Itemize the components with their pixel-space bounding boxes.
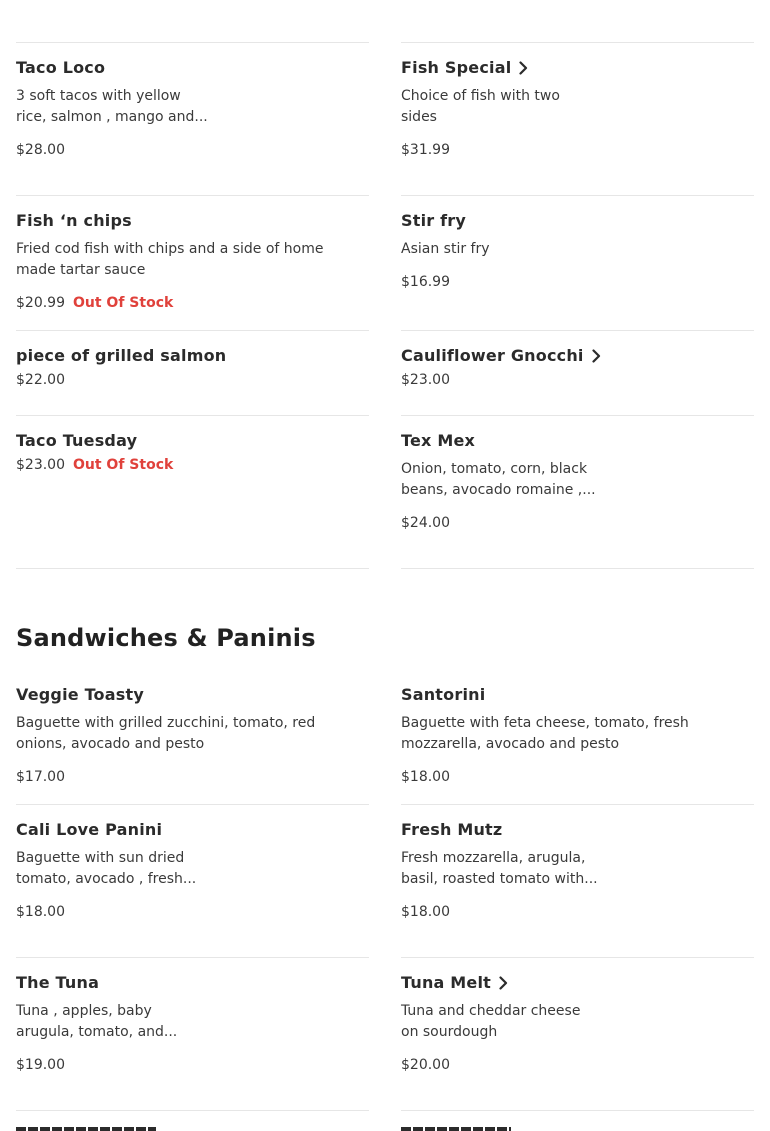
divider — [401, 330, 754, 331]
chevron-right-icon — [499, 976, 508, 990]
item-description: Asian stir fry — [401, 241, 490, 257]
item-price: $19.00 — [16, 1057, 65, 1073]
item-price: $18.00 — [401, 904, 450, 920]
clipped-title — [16, 1127, 156, 1131]
chevron-right-icon — [592, 349, 601, 363]
divider — [16, 804, 369, 805]
item-title: Fresh Mutz — [401, 820, 503, 839]
menu-item-the-tuna[interactable] — [16, 973, 369, 1073]
item-description: Tuna and cheddar cheese on sourdough — [401, 1003, 581, 1040]
divider — [16, 195, 369, 196]
item-title: Cali Love Panini — [16, 820, 163, 839]
item-description: Baguette with grilled zucchini, tomato, red onions, avocado and pesto — [16, 715, 316, 752]
item-price: $18.00 — [401, 769, 450, 785]
divider — [401, 957, 754, 958]
item-description: Onion, tomato, corn, black beans, avocado romaine ,... — [401, 461, 596, 498]
menu-item-cauliflower-gnocchi[interactable] — [401, 346, 754, 388]
item-price: $23.00 — [16, 457, 65, 473]
item-description: Choice of fish with two sides — [401, 88, 560, 125]
item-title: Taco Tuesday — [16, 431, 138, 450]
item-description: Fresh mozzarella, arugula, basil, roasted tomato with... — [401, 850, 598, 887]
item-price: $31.99 — [401, 142, 450, 158]
item-title: piece of grilled salmon — [16, 346, 227, 365]
divider — [16, 42, 369, 43]
menu-item-partial[interactable] — [401, 1124, 513, 1131]
divider — [401, 804, 754, 805]
menu-item-santorini[interactable] — [401, 685, 754, 785]
divider — [16, 957, 369, 958]
divider — [16, 415, 369, 416]
item-title: Stir fry — [401, 211, 466, 230]
divider — [401, 415, 754, 416]
menu-item-stir-fry[interactable] — [401, 211, 754, 290]
item-price: $22.00 — [16, 372, 65, 388]
divider — [401, 568, 754, 569]
item-price: $23.00 — [401, 372, 450, 388]
item-title: Tex Mex — [401, 431, 476, 450]
item-price: $17.00 — [16, 769, 65, 785]
item-description: Fried cod fish with chips and a side of home made tartar sauce — [16, 241, 324, 278]
divider — [16, 1110, 369, 1111]
item-price: $16.99 — [401, 274, 450, 290]
menu-item-veggie-toasty[interactable] — [16, 685, 369, 785]
menu-item-fresh-mutz[interactable] — [401, 820, 754, 920]
item-price: $18.00 — [16, 904, 65, 920]
item-title: Tuna Melt — [401, 973, 492, 992]
menu-item-fish-n-chips[interactable] — [16, 211, 369, 311]
menu-item-fish-special[interactable] — [401, 58, 754, 158]
menu-item-taco-tuesday[interactable] — [16, 431, 369, 473]
item-price: $24.00 — [401, 515, 450, 531]
menu-item-grilled-salmon[interactable] — [16, 346, 369, 388]
item-title: Cauliflower Gnocchi — [401, 346, 584, 365]
item-description: Baguette with feta cheese, tomato, fresh mozzarella, avocado and pesto — [401, 715, 689, 752]
item-description: 3 soft tacos with yellow rice, salmon , mango and... — [16, 88, 208, 125]
section-title: Sandwiches & Paninis — [16, 624, 316, 652]
divider — [16, 568, 369, 569]
divider — [401, 42, 754, 43]
chevron-right-icon — [519, 61, 528, 75]
menu-item-taco-loco[interactable] — [16, 58, 369, 158]
out-of-stock-badge: Out Of Stock — [73, 457, 174, 473]
menu-item-cali-love-panini[interactable] — [16, 820, 369, 920]
out-of-stock-badge: Out Of Stock — [73, 295, 174, 311]
divider — [401, 1110, 754, 1111]
menu-item-tuna-melt[interactable] — [401, 973, 754, 1073]
item-title: Fish ‘n chips — [16, 211, 132, 230]
item-title: Santorini — [401, 685, 486, 704]
item-title: Veggie Toasty — [16, 685, 144, 704]
item-price: $20.99 — [16, 295, 65, 311]
menu-item-tex-mex[interactable] — [401, 431, 754, 531]
item-description: Baguette with sun dried tomato, avocado , fresh... — [16, 850, 197, 887]
item-description: Tuna , apples, baby arugula, tomato, and... — [16, 1003, 178, 1040]
divider — [401, 195, 754, 196]
item-title: The Tuna — [16, 973, 100, 992]
divider — [16, 330, 369, 331]
menu-item-partial[interactable] — [16, 1124, 166, 1131]
item-price: $20.00 — [401, 1057, 450, 1073]
item-title: Taco Loco — [16, 58, 106, 77]
item-title: Fish Special — [401, 58, 512, 77]
clipped-title — [401, 1127, 511, 1131]
item-price: $28.00 — [16, 142, 65, 158]
